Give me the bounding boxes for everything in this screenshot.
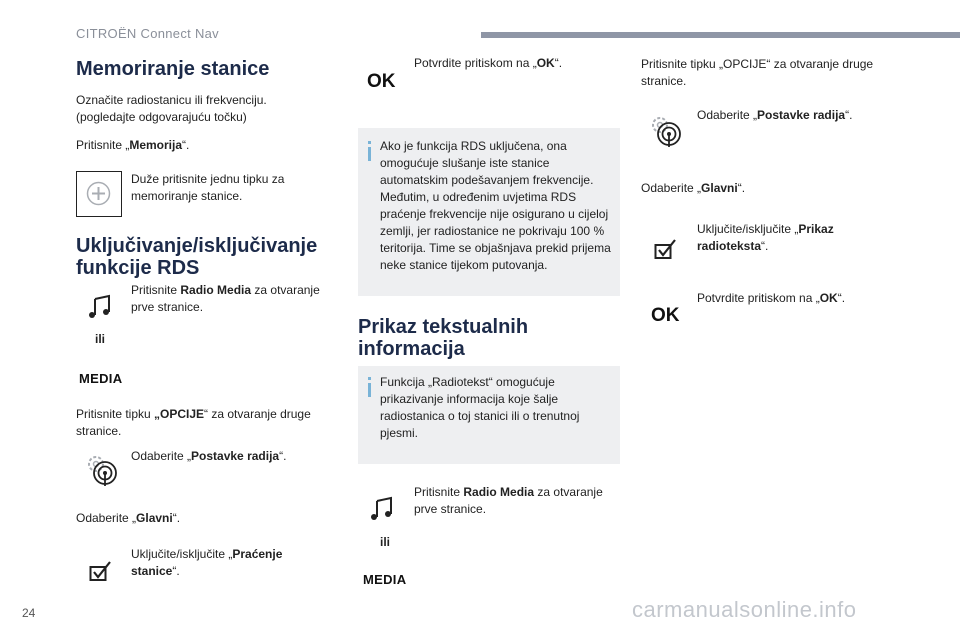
heading-prikaz: Prikaz tekstualnih informacija xyxy=(358,316,529,360)
header-bar xyxy=(481,32,960,38)
ok-button[interactable]: OK xyxy=(367,71,396,92)
radio-settings-icon[interactable] xyxy=(647,113,683,149)
step-postavke-radija-2: Odaberite „Postavke radija“. xyxy=(697,108,853,122)
step-postavke-radija: Odaberite „Postavke radija“. xyxy=(131,449,287,463)
page-number: 24 xyxy=(22,606,36,620)
header-title: CITROËN Connect Nav xyxy=(76,26,219,41)
or-label: ili xyxy=(380,535,391,549)
checkbox-icon[interactable] xyxy=(654,238,678,260)
or-label: ili xyxy=(95,332,106,346)
plus-circle-icon xyxy=(77,172,120,215)
media-button[interactable]: MEDIA xyxy=(363,572,407,587)
media-button[interactable]: MEDIA xyxy=(79,371,123,386)
radio-settings-icon[interactable] xyxy=(83,452,119,488)
para-pritisnite-opcije-2: Pritisnite tipku „OPCIJE“ za otvaranje druge stranice. xyxy=(641,57,874,88)
para-oznacite: Označite radiostanicu ili frekvenciju. (pogledajte odgovarajuću točku) xyxy=(76,93,267,124)
checkbox-icon[interactable] xyxy=(89,560,113,582)
step-potvrdite-ok-2: Potvrdite pritiskom na „OK“. xyxy=(697,291,846,305)
step-pracenje-stanice: Uključite/isključite „Praćenje stanice“. xyxy=(131,547,283,578)
para-odaberite-glavni-2: Odaberite „Glavni“. xyxy=(641,181,746,195)
step-potvrdite-ok: Potvrdite pritiskom na „OK“. xyxy=(414,56,563,70)
memory-button[interactable] xyxy=(76,171,122,217)
info-note-radiotekst xyxy=(358,366,620,464)
step-radio-media-2: Pritisnite Radio Media za otvaranje prve stranice. xyxy=(414,485,603,516)
watermark: carmanualsonline.info xyxy=(632,597,857,622)
step-radio-media: Pritisnite Radio Media za otvaranje prve stranice. xyxy=(131,283,320,314)
heading-memoriranje: Memoriranje stanice xyxy=(76,58,270,80)
para-pritisnite-opcije: Pritisnite tipku „OPCIJE“ za otvaranje druge stranice. xyxy=(76,407,311,438)
info-note-rds-text: Ako je funkcija RDS uključena, ona omogućuje slušanje iste stanice automatskim podešavanjem frekvencije. Međutim, u određenim uvjetima RDS praćenje frekvencije nije osigurano u cijeloj zemlji, jer radiostanice ne pokrivaju 100 % teritorija. Time se objašnjava prekid prijema neke stanice tijekom putovanja. xyxy=(380,139,611,272)
music-note-icon[interactable] xyxy=(369,496,395,522)
info-note-marker xyxy=(368,377,371,380)
music-note-icon[interactable] xyxy=(87,294,113,320)
info-note-rds xyxy=(358,128,620,296)
info-note-marker xyxy=(368,141,371,144)
info-note-radiotekst-text: Funkcija „Radiotekst“ omogućuje prikazivanje informacija koje šalje radiostanica o toj stanici ili o trenutnoj pjesmi. xyxy=(380,375,580,440)
para-pritisnite-memorija: Pritisnite „Memorija“. xyxy=(76,138,190,152)
para-odaberite-glavni: Odaberite „Glavni“. xyxy=(76,511,181,525)
step-duze-pritisnite: Duže pritisnite jednu tipku za memoriranje stanice. xyxy=(131,172,285,203)
ok-button[interactable]: OK xyxy=(651,305,680,326)
heading-rds: Uključivanje/isključivanje funkcije RDS xyxy=(76,235,318,279)
step-prikaz-radioteksta: Uključite/isključite „Prikaz radioteksta“. xyxy=(697,222,834,253)
